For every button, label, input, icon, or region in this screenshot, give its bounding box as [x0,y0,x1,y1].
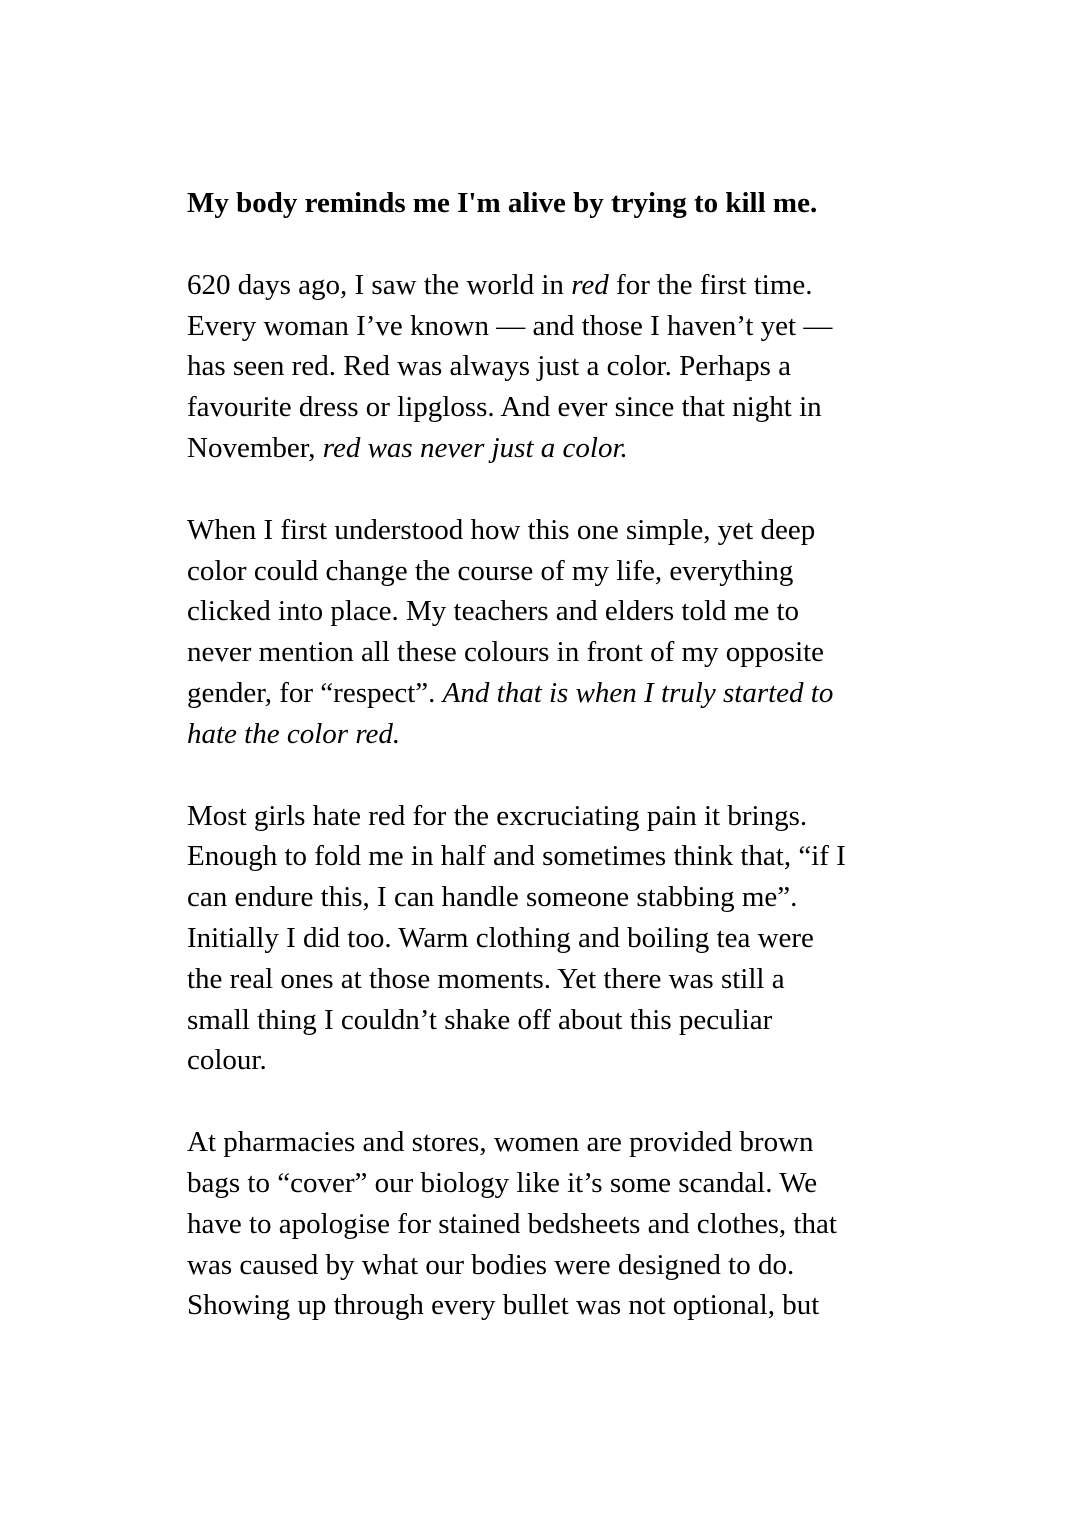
text-line [187,1204,907,1245]
body-text: November, [187,431,323,464]
italic-text: hate the color red. [187,717,401,750]
paragraph [187,1122,907,1326]
paragraph [187,265,907,469]
body-text: Enough to fold me in half and sometimes think that, “if I [187,840,846,873]
text-line [187,428,907,469]
text-line [187,1040,907,1081]
body-text: small thing I couldn’t shake off about this peculiar [187,1003,773,1036]
italic-text: red [571,268,609,301]
body-text: for the first time. [608,268,813,301]
body-text: the real ones at those moments. Yet there was still a [187,962,785,995]
document-body [187,183,907,1367]
body-text: have to apologise for stained bedsheets and clothes, that [187,1207,837,1240]
text-line [187,306,907,347]
body-text: 620 days ago, I saw the world in [187,268,572,301]
body-text: Showing up through every bullet was not optional, but [187,1289,820,1322]
paragraph [187,796,907,1082]
body-text: Every woman I’ve known — and those I haven’t yet — [187,309,833,342]
body-text: clicked into place. My teachers and elders told me to [187,595,800,628]
text-line [187,1000,907,1041]
text-line [187,387,907,428]
text-line [187,346,907,387]
body-text: favourite dress or lipgloss. And ever since that night in [187,391,822,424]
body-text: Initially I did too. Warm clothing and boiling tea were [187,921,814,954]
body-text: color could change the course of my life, everything [187,554,794,587]
paragraph [187,510,907,755]
text-line [187,714,907,755]
text-line [187,632,907,673]
body-text: was caused by what our bodies were designed to do. [187,1248,795,1281]
body-text: When I first understood how this one simple, yet deep [187,513,816,546]
text-line [187,1122,907,1163]
body-text: never mention all these colours in front of my opposite [187,636,825,669]
italic-text: And that is when I truly started to [442,676,834,709]
text-line [187,796,907,837]
text-line [187,877,907,918]
text-line [187,1285,907,1326]
body-text: At pharmacies and stores, women are provided brown [187,1126,814,1159]
body-text: bags to “cover” our biology like it’s some scandal. We [187,1166,818,1199]
text-line [187,836,907,877]
body-text: Most girls hate red for the excruciating pain it brings. [187,799,808,832]
text-line [187,959,907,1000]
text-line [187,591,907,632]
text-line [187,510,907,551]
italic-text: red was never just a color. [322,431,628,464]
text-line [187,1245,907,1286]
document-title: My body reminds me I'm alive by trying to kill me. [187,187,818,219]
text-line [187,673,907,714]
text-line [187,551,907,592]
text-line [187,1163,907,1204]
body-text: gender, for “respect”. [187,676,443,709]
body-text: colour. [187,1044,267,1077]
paragraph-list [187,265,907,1326]
text-line [187,265,907,306]
body-text: has seen red. Red was always just a color. Perhaps a [187,350,792,383]
text-line [187,918,907,959]
body-text: can endure this, I can handle someone stabbing me”. [187,881,798,914]
